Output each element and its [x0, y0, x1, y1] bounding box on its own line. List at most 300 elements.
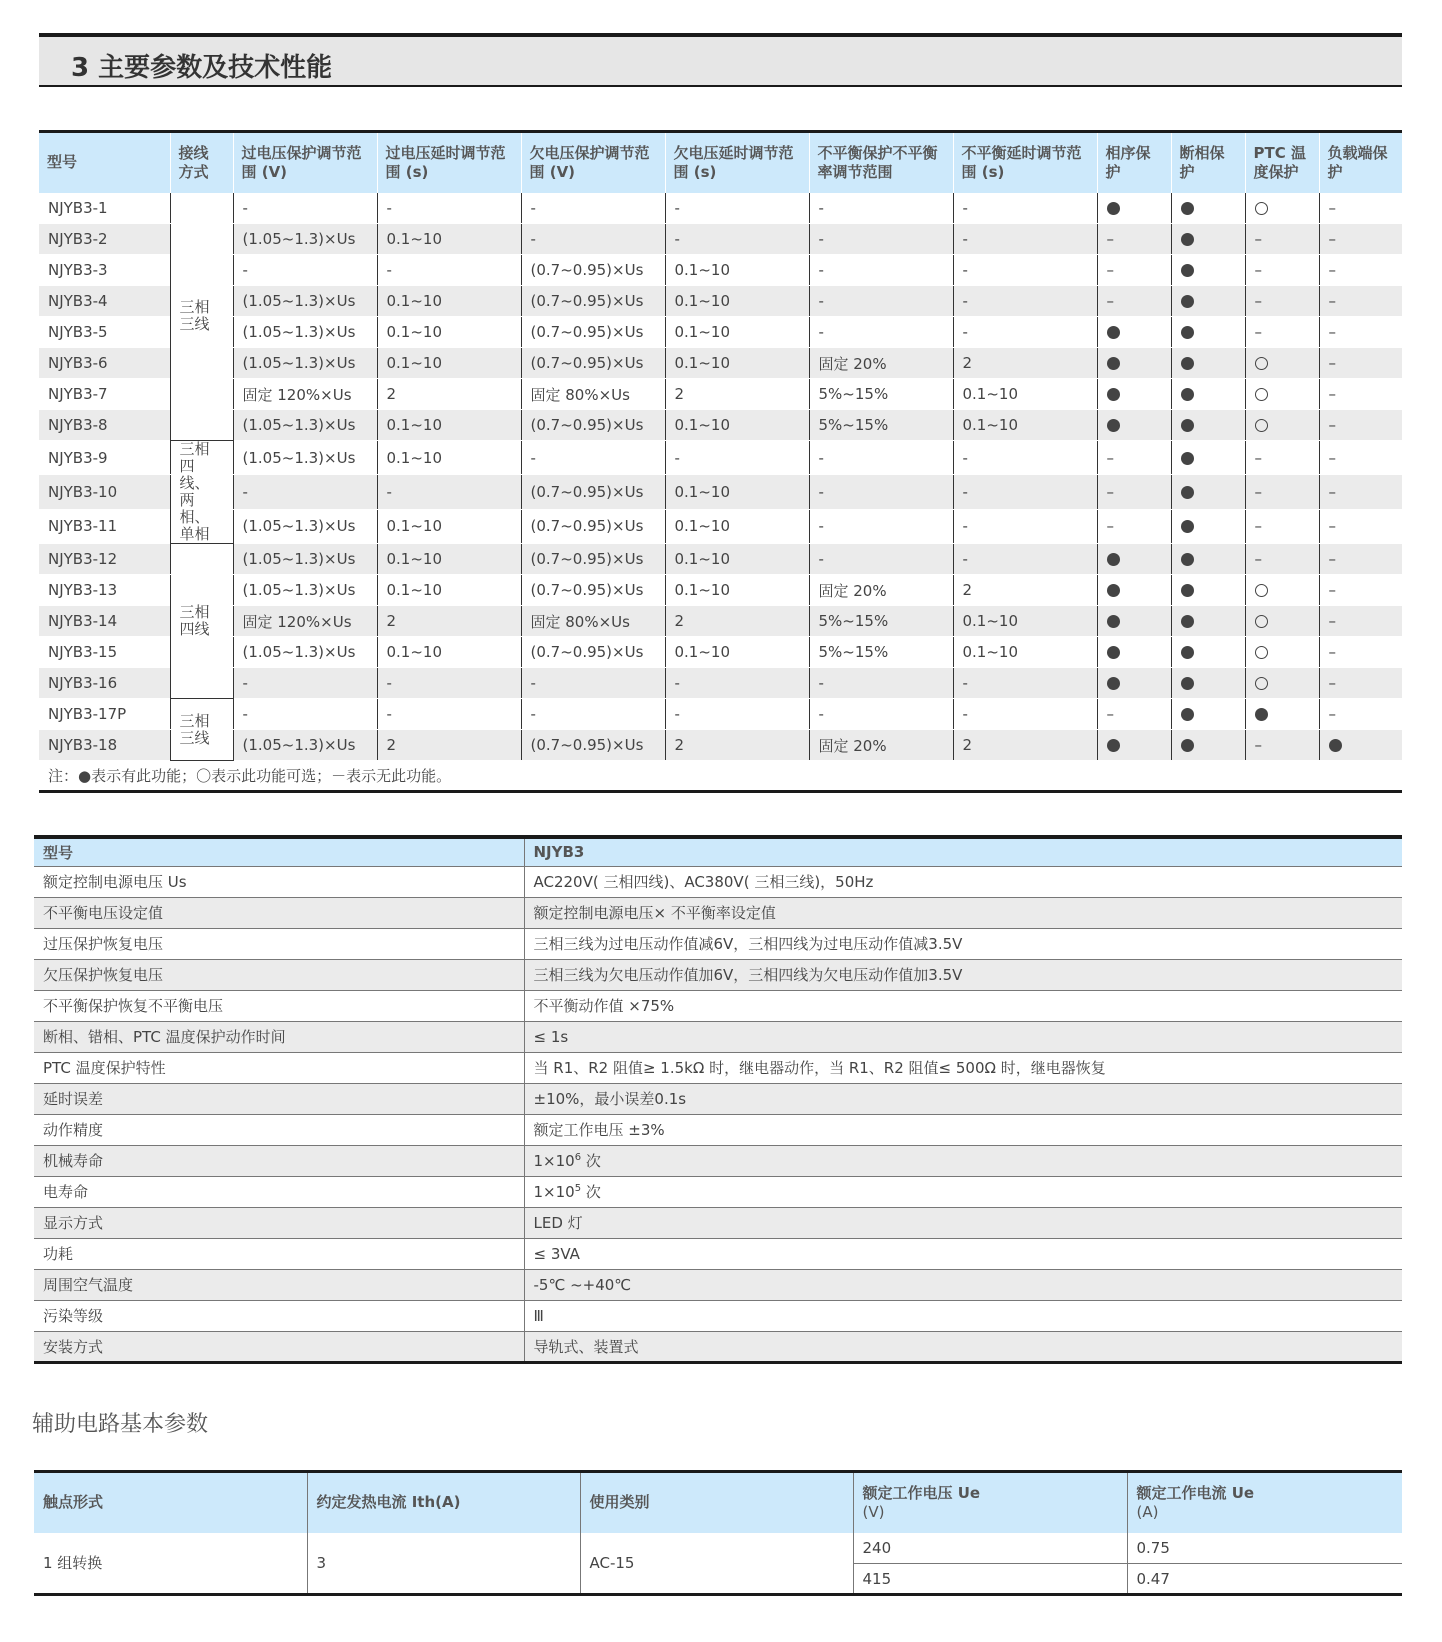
table-cell: -	[665, 668, 809, 699]
function-optional	[1245, 193, 1319, 224]
table-cell: (0.7~0.95)×Us	[521, 475, 665, 509]
spec-label: 过压保护恢复电压	[34, 928, 524, 959]
spec-value: 三相三线为过电压动作值减6V，三相四线为过电压动作值减3.5V	[524, 928, 1402, 959]
filled-circle-icon	[1181, 739, 1194, 752]
spec-row	[34, 928, 1402, 959]
aux-header-unit: (V)	[862, 1502, 885, 1521]
spec-value: 三相三线为欠电压动作值加6V，三相四线为欠电压动作值加3.5V	[524, 959, 1402, 990]
table-row	[39, 224, 1402, 255]
spec-row	[34, 1269, 1402, 1300]
table-cell: (0.7~0.95)×Us	[521, 410, 665, 441]
function-present	[1171, 410, 1245, 441]
hollow-circle-icon	[1255, 388, 1268, 401]
table-cell: (0.7~0.95)×Us	[521, 255, 665, 286]
filled-circle-icon	[1181, 615, 1194, 628]
spec-value	[524, 1176, 1402, 1207]
spec-row	[34, 1083, 1402, 1114]
table-cell: -	[233, 255, 377, 286]
function-optional	[1245, 575, 1319, 606]
function-present	[1171, 475, 1245, 509]
table-row	[39, 699, 1402, 730]
spec-value	[524, 1145, 1402, 1176]
utilization-category: AC-15	[580, 1533, 853, 1595]
rated-voltage: 415	[853, 1564, 1127, 1595]
spec-value-base: 1×10	[533, 1152, 575, 1170]
table-cell: (1.05~1.3)×Us	[233, 286, 377, 317]
table-cell: -	[377, 475, 521, 509]
table-cell: 固定 20%	[809, 575, 953, 606]
table-cell: –	[1097, 255, 1171, 286]
spec-row	[34, 1114, 1402, 1145]
function-present	[1097, 606, 1171, 637]
spec-header-model: NJYB3	[524, 837, 1402, 866]
table-cell: -	[377, 193, 521, 224]
column-header: 不平衡保护不平衡率调节范围	[809, 132, 953, 193]
aux-header-unit: (A)	[1136, 1502, 1159, 1521]
filled-circle-icon	[1107, 615, 1120, 628]
table-cell: 2	[377, 606, 521, 637]
table-cell: –	[1319, 348, 1402, 379]
function-present	[1097, 348, 1171, 379]
table-cell: -	[809, 668, 953, 699]
filled-circle-icon	[1181, 520, 1194, 533]
table-row	[39, 668, 1402, 699]
table-cell: 固定 120%×Us	[233, 606, 377, 637]
table-cell: (0.7~0.95)×Us	[521, 286, 665, 317]
function-optional	[1245, 637, 1319, 668]
table-cell: -	[233, 193, 377, 224]
filled-circle-icon	[1107, 326, 1120, 339]
spec-value: 额定控制电源电压× 不平衡率设定值	[524, 897, 1402, 928]
hollow-circle-icon	[1255, 646, 1268, 659]
function-present	[1171, 286, 1245, 317]
filled-circle-icon	[1181, 584, 1194, 597]
spec-row	[34, 990, 1402, 1021]
table-cell: -	[953, 441, 1097, 475]
table-cell: (0.7~0.95)×Us	[521, 637, 665, 668]
table-cell: –	[1319, 286, 1402, 317]
table-row	[39, 348, 1402, 379]
table-cell: –	[1319, 410, 1402, 441]
spec-label: 安装方式	[34, 1331, 524, 1362]
table-cell: (1.05~1.3)×Us	[233, 348, 377, 379]
table-cell: (0.7~0.95)×Us	[521, 348, 665, 379]
table-cell: 0.1~10	[953, 410, 1097, 441]
table-cell: 0.1~10	[377, 637, 521, 668]
function-present	[1171, 317, 1245, 348]
function-present	[1171, 544, 1245, 575]
table-cell: –	[1097, 441, 1171, 475]
table-row	[39, 286, 1402, 317]
table-cell: (1.05~1.3)×Us	[233, 509, 377, 543]
spec-value: 不平衡动作值 ×75%	[524, 990, 1402, 1021]
table-row	[39, 606, 1402, 637]
table-cell: -	[665, 193, 809, 224]
table-cell: -	[521, 441, 665, 475]
model-cell: NJYB3-8	[39, 410, 170, 441]
hollow-circle-icon	[1255, 419, 1268, 432]
table-cell: –	[1097, 475, 1171, 509]
spec-value: 当 R1、R2 阻值≥ 1.5kΩ 时，继电器动作，当 R1、R2 阻值≤ 500Ω 时，继电器恢复	[524, 1052, 1402, 1083]
model-cell: NJYB3-3	[39, 255, 170, 286]
table-cell: -	[953, 286, 1097, 317]
table-cell: –	[1319, 224, 1402, 255]
spec-label: 欠压保护恢复电压	[34, 959, 524, 990]
table-cell: (1.05~1.3)×Us	[233, 224, 377, 255]
function-present	[1171, 668, 1245, 699]
spec-header-row	[34, 837, 1402, 866]
spec-row	[34, 1300, 1402, 1331]
spec-label: 延时误差	[34, 1083, 524, 1114]
table-cell: –	[1319, 575, 1402, 606]
function-present	[1171, 699, 1245, 730]
spec-value-exponent: 6	[574, 1152, 582, 1163]
aux-column-header	[307, 1472, 580, 1533]
table-cell: -	[665, 441, 809, 475]
aux-header-label: 额定工作电流 Ue	[1136, 1483, 1255, 1502]
table-cell: –	[1097, 509, 1171, 543]
spec-header-label: 型号	[34, 837, 524, 866]
table-row	[39, 730, 1402, 761]
table-cell: -	[521, 193, 665, 224]
function-present	[1097, 193, 1171, 224]
function-optional	[1245, 410, 1319, 441]
hollow-circle-icon	[1255, 615, 1268, 628]
table-cell: –	[1097, 699, 1171, 730]
filled-circle-icon	[1181, 486, 1194, 499]
section-header	[39, 33, 1402, 87]
filled-circle-icon	[1107, 739, 1120, 752]
function-present	[1245, 699, 1319, 730]
spec-row	[34, 1052, 1402, 1083]
table-cell: (1.05~1.3)×Us	[233, 575, 377, 606]
table-cell: 固定 80%×Us	[521, 606, 665, 637]
table-cell: -	[809, 286, 953, 317]
spec-value: ±10%，最小误差0.1s	[524, 1083, 1402, 1114]
filled-circle-icon	[1181, 419, 1194, 432]
spec-value: 额定工作电压 ±3%	[524, 1114, 1402, 1145]
filled-circle-icon	[1107, 677, 1120, 690]
hollow-circle-icon	[1255, 677, 1268, 690]
wiring-method: 三相四线	[170, 544, 233, 699]
spec-table	[34, 835, 1402, 1364]
filled-circle-icon	[1181, 553, 1194, 566]
spec-row	[34, 1145, 1402, 1176]
table-cell: 0.1~10	[665, 637, 809, 668]
function-present	[1171, 224, 1245, 255]
filled-circle-icon	[1181, 264, 1194, 277]
column-header: 相序保护	[1097, 132, 1171, 193]
aux-column-header	[34, 1472, 307, 1533]
function-present	[1171, 379, 1245, 410]
table-row	[39, 575, 1402, 606]
table-cell: –	[1245, 441, 1319, 475]
function-present	[1097, 544, 1171, 575]
spec-value: AC220V( 三相四线)、AC380V( 三相三线)，50Hz	[524, 866, 1402, 897]
table-cell: -	[953, 193, 1097, 224]
table-cell: (0.7~0.95)×Us	[521, 509, 665, 543]
table-row	[39, 637, 1402, 668]
table-cell: –	[1245, 475, 1319, 509]
function-present	[1097, 637, 1171, 668]
table-cell: -	[521, 699, 665, 730]
contact-form: 1 组转换	[34, 1533, 307, 1595]
table-cell: –	[1319, 637, 1402, 668]
model-cell: NJYB3-12	[39, 544, 170, 575]
table-cell: 0.1~10	[665, 544, 809, 575]
function-present	[1171, 730, 1245, 761]
table-cell: 2	[377, 379, 521, 410]
spec-value: ≤ 3VA	[524, 1238, 1402, 1269]
table-cell: 2	[377, 730, 521, 761]
table-cell: –	[1245, 255, 1319, 286]
aux-header-label: 使用类别	[589, 1493, 650, 1512]
column-header: 不平衡延时调节范围 (s)	[953, 132, 1097, 193]
model-cell: NJYB3-2	[39, 224, 170, 255]
column-header: 接线方式	[170, 132, 233, 193]
spec-value: ≤ 1s	[524, 1021, 1402, 1052]
filled-circle-icon	[1107, 646, 1120, 659]
filled-circle-icon	[1181, 646, 1194, 659]
table-cell: 0.1~10	[665, 410, 809, 441]
table-cell: –	[1319, 699, 1402, 730]
aux-header-label: 约定发热电流 Ith(A)	[316, 1493, 461, 1512]
table-cell: -	[953, 544, 1097, 575]
spec-value: 导轨式、装置式	[524, 1331, 1402, 1362]
column-header: 过电压保护调节范围 (V)	[233, 132, 377, 193]
filled-circle-icon	[1181, 677, 1194, 690]
spec-value-base: 1×10	[533, 1183, 575, 1201]
table-cell: 固定 120%×Us	[233, 379, 377, 410]
table-row	[39, 509, 1402, 543]
model-cell: NJYB3-13	[39, 575, 170, 606]
table-cell: -	[953, 255, 1097, 286]
table-row	[39, 410, 1402, 441]
model-cell: NJYB3-18	[39, 730, 170, 761]
model-cell: NJYB3-6	[39, 348, 170, 379]
table-cell: -	[953, 317, 1097, 348]
table-cell: (0.7~0.95)×Us	[521, 730, 665, 761]
table-cell: –	[1319, 441, 1402, 475]
wiring-method: 三相四线、两相、单相	[170, 441, 233, 544]
table-row	[39, 317, 1402, 348]
wiring-method: 三相三线	[170, 699, 233, 761]
table-cell: (1.05~1.3)×Us	[233, 730, 377, 761]
hollow-circle-icon	[1255, 202, 1268, 215]
model-cell: NJYB3-14	[39, 606, 170, 637]
table-cell: (0.7~0.95)×Us	[521, 317, 665, 348]
function-present	[1097, 730, 1171, 761]
column-header: 欠电压延时调节范围 (s)	[665, 132, 809, 193]
filled-circle-icon	[1107, 584, 1120, 597]
table-cell: 0.1~10	[665, 475, 809, 509]
table-cell: 5%~15%	[809, 606, 953, 637]
table-cell: –	[1319, 379, 1402, 410]
table-cell: (1.05~1.3)×Us	[233, 317, 377, 348]
table-cell: -	[953, 699, 1097, 730]
spec-row	[34, 1021, 1402, 1052]
table-cell: -	[809, 699, 953, 730]
filled-circle-icon	[1329, 739, 1342, 752]
table-cell: 0.1~10	[377, 286, 521, 317]
table-cell: -	[809, 509, 953, 543]
table-cell: (1.05~1.3)×Us	[233, 637, 377, 668]
function-present	[1171, 509, 1245, 543]
spec-label: 额定控制电源电压 Us	[34, 866, 524, 897]
wiring-method: 三相三线	[170, 193, 233, 441]
aux-column-header	[853, 1472, 1127, 1533]
table-cell: 0.1~10	[377, 509, 521, 543]
thermal-current: 3	[307, 1533, 580, 1595]
spec-label: 周围空气温度	[34, 1269, 524, 1300]
table-cell: –	[1319, 544, 1402, 575]
table-cell: -	[953, 224, 1097, 255]
table-cell: –	[1319, 255, 1402, 286]
table-cell: -	[377, 699, 521, 730]
table-cell: -	[809, 193, 953, 224]
spec-label: 显示方式	[34, 1207, 524, 1238]
table-cell: -	[233, 475, 377, 509]
spec-value-exponent: 5	[574, 1183, 582, 1194]
table-cell: 0.1~10	[377, 441, 521, 475]
column-header: 断相保护	[1171, 132, 1245, 193]
model-cell: NJYB3-5	[39, 317, 170, 348]
table-cell: 5%~15%	[809, 637, 953, 668]
table-cell: –	[1319, 668, 1402, 699]
table-cell: 5%~15%	[809, 379, 953, 410]
aux-column-header	[1127, 1472, 1402, 1533]
filled-circle-icon	[1181, 202, 1194, 215]
table-cell: –	[1245, 730, 1319, 761]
column-header: 过电压延时调节范围 (s)	[377, 132, 521, 193]
table-cell: (1.05~1.3)×Us	[233, 544, 377, 575]
table-row	[39, 544, 1402, 575]
function-present	[1171, 441, 1245, 475]
filled-circle-icon	[1181, 326, 1194, 339]
spec-value: -5℃ ~+40℃	[524, 1269, 1402, 1300]
table-cell: -	[809, 441, 953, 475]
function-present	[1171, 193, 1245, 224]
table-cell: 2	[953, 348, 1097, 379]
spec-label: 断相、错相、PTC 温度保护动作时间	[34, 1021, 524, 1052]
table-cell: 固定 80%×Us	[521, 379, 665, 410]
model-cell: NJYB3-11	[39, 509, 170, 543]
model-cell: NJYB3-16	[39, 668, 170, 699]
spec-row	[34, 1176, 1402, 1207]
table-cell: 0.1~10	[377, 575, 521, 606]
function-present	[1097, 668, 1171, 699]
aux-header-label: 触点形式	[43, 1493, 104, 1512]
table-cell: 0.1~10	[953, 379, 1097, 410]
table-row	[39, 441, 1402, 475]
table-cell: -	[233, 699, 377, 730]
column-header: 负载端保护	[1319, 132, 1402, 193]
table-cell: -	[377, 668, 521, 699]
spec-value-unit: 次	[581, 1183, 601, 1201]
table-cell: -	[809, 475, 953, 509]
table-cell: (0.7~0.95)×Us	[521, 544, 665, 575]
table-cell: –	[1245, 286, 1319, 317]
table-cell: 0.1~10	[665, 348, 809, 379]
table-cell: 0.1~10	[665, 286, 809, 317]
table-cell: -	[665, 224, 809, 255]
column-header: 型号	[39, 132, 170, 193]
aux-row	[34, 1533, 1402, 1564]
filled-circle-icon	[1181, 295, 1194, 308]
table-cell: –	[1245, 224, 1319, 255]
table-cell: (0.7~0.95)×Us	[521, 575, 665, 606]
table-cell: 2	[953, 575, 1097, 606]
model-cell: NJYB3-4	[39, 286, 170, 317]
model-cell: NJYB3-9	[39, 441, 170, 475]
table-cell: -	[377, 255, 521, 286]
function-optional	[1245, 668, 1319, 699]
table-cell: 0.1~10	[953, 606, 1097, 637]
filled-circle-icon	[1181, 388, 1194, 401]
function-optional	[1245, 348, 1319, 379]
filled-circle-icon	[1181, 452, 1194, 465]
table-cell: -	[809, 544, 953, 575]
function-present	[1097, 410, 1171, 441]
spec-row	[34, 1238, 1402, 1269]
model-parameter-table	[39, 130, 1402, 793]
hollow-circle-icon	[1255, 584, 1268, 597]
function-optional	[1245, 606, 1319, 637]
function-present	[1171, 255, 1245, 286]
filled-circle-icon	[1181, 708, 1194, 721]
spec-label: 电寿命	[34, 1176, 524, 1207]
filled-circle-icon	[1107, 388, 1120, 401]
table-cell: –	[1245, 544, 1319, 575]
filled-circle-icon	[1181, 357, 1194, 370]
filled-circle-icon	[1107, 419, 1120, 432]
function-present	[1097, 575, 1171, 606]
table-note: 注：●表示有此功能；〇表示此功能可选；－表示无此功能。	[39, 761, 1402, 792]
spec-label: 不平衡保护恢复不平衡电压	[34, 990, 524, 1021]
table-row	[39, 379, 1402, 410]
table-cell: 固定 20%	[809, 348, 953, 379]
rated-current: 0.47	[1127, 1564, 1402, 1595]
spec-value-unit: 次	[581, 1152, 601, 1170]
table-cell: –	[1319, 475, 1402, 509]
table-cell: (1.05~1.3)×Us	[233, 410, 377, 441]
table-cell: 2	[953, 730, 1097, 761]
table-cell: 0.1~10	[665, 317, 809, 348]
model-cell: NJYB3-17P	[39, 699, 170, 730]
column-header: PTC 温度保护	[1245, 132, 1319, 193]
table-cell: -	[953, 475, 1097, 509]
spec-value: LED 灯	[524, 1207, 1402, 1238]
table-cell: -	[809, 317, 953, 348]
table-cell: –	[1319, 193, 1402, 224]
hollow-circle-icon	[1255, 357, 1268, 370]
table-cell: –	[1097, 224, 1171, 255]
spec-row	[34, 897, 1402, 928]
function-optional	[1245, 379, 1319, 410]
spec-row	[34, 959, 1402, 990]
section-title: 3 主要参数及技术性能	[71, 53, 333, 83]
table-cell: –	[1319, 317, 1402, 348]
aux-circuit-table	[34, 1470, 1402, 1596]
table-cell: -	[953, 509, 1097, 543]
rated-voltage: 240	[853, 1533, 1127, 1564]
function-present	[1171, 637, 1245, 668]
table-cell: 0.1~10	[377, 348, 521, 379]
table-cell: 0.1~10	[377, 410, 521, 441]
filled-circle-icon	[1107, 357, 1120, 370]
table-cell: –	[1319, 606, 1402, 637]
filled-circle-icon	[1181, 233, 1194, 246]
